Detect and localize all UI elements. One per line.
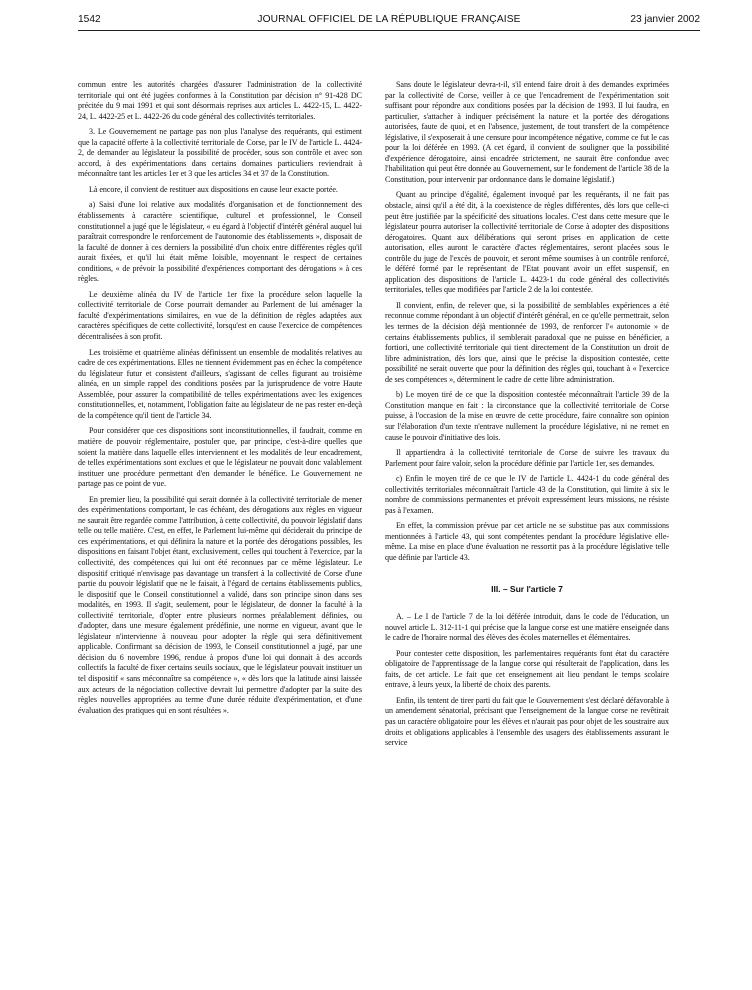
header-rule <box>78 30 700 31</box>
journal-title: JOURNAL OFFICIEL DE LA RÉPUBLIQUE FRANÇAISE <box>257 14 521 25</box>
paragraph: b) Le moyen tiré de ce que la disposition contestée méconnaîtrait l'article 39 de la Constitution manque en fait : la circonstance que la collectivité territoriale de Corse puisse, à l'occasion de la mise en œuvre de cette procédure, faire connaître son opinion sur l'élaboration d'un texte n'entrave nullement la procédure législative, ni ne remet en cause le pouvoir d'initiative des lois. <box>385 390 669 442</box>
page-number: 1542 <box>78 14 101 25</box>
paragraph: commun entre les autorités chargées d'assurer l'administration de la collectivité territoriale qui ont été jugées conformes à la Constitution par décision n° 91-428 DC précitée du 9 mai 1991 et qui sont désormais reprises aux articles L. 4422-15, L. 4422-24, L. 4422-25 et L. 4422-26 du code général des collectivités territoriales. <box>78 80 362 121</box>
page-header <box>78 14 700 30</box>
paragraph: Il convient, enfin, de relever que, si la possibilité de semblables expériences a été reconnue comme répondant à un objectif d'intérêt général, en ce qu'elle permettrait, selon les termes de la décision déjà mentionnée de 1993, de renforcer l'« autonomie » de certains établissements publics, il semblerait paradoxal que ne puisse en bénéficier, a fortiori, une collectivité territoriale qui tient directement de la Constitution un droit de libre administration, dès lors que, ainsi que le précise la disposition contestée, cette possibilité ne serait ouverte que pour la définition des règles qui, touchant à « l'exercice de ses compétences », déterminent le cadre de cette libre administration. <box>385 300 669 384</box>
paragraph: a) Saisi d'une loi relative aux modalités d'organisation et de fonctionnement des établissements à caractère scientifique, culturel et professionnel, le Conseil constitutionnel a jugé que le législateur, « eu égard à l'objectif d'intérêt général auquel lui paraîtrait correspondre le renforcement de l'autonomie des établissements », disposait de la faculté de donner à ces derniers la possibilité d'un choix entre différentes règles qu'il aurait fixées, et qu'il lui était même loisible, moyennant le respect de certaines conditions, « de prévoir la possibilité d'expériences comportant des dérogations » à ces règles. <box>78 200 362 284</box>
paragraph: Enfin, ils tentent de tirer parti du fait que le Gouvernement s'est déclaré défavorable à un amendement sénatorial, précisant que l'enseignement de la langue corse ne revêtirait pas un caractère obligatoire pour les élèves et n'aurait pas pour objet de les soustraire aux droits et obligations applicables à l'ensemble des usagers des établissements assurant le service <box>385 695 669 748</box>
paragraph: Sans doute le législateur devra-t-il, s'il entend faire droit à des demandes exprimées par la collectivité de Corse, veiller à ce que l'encadrement de l'expérimentation soit suffisant pour répondre aux conditions posées par la décision de 1993. Il lui faudra, en particulier, s'attacher à indiquer précisément la nature et la portée des dérogations autorisées, faute de quoi, et en l'absence, justement, de tout transfert de la compétence législative, il s'exposerait à une censure pour incompétence négative, comme ce fut le cas pour la loi déférée en 1993. (A cet égard, il convient de souligner que la possibilité d'expérience dérogatoire, ainsi encadrée strictement, ne saurait être confondue avec l'habilitation qui peut être donnée au Gouvernement, sur le fondement de l'article 38 de la Constitution, pour intervenir par ordonnance dans le domaine législatif.) <box>385 80 669 184</box>
publication-date: 23 janvier 2002 <box>630 14 700 25</box>
paragraph: En effet, la commission prévue par cet article ne se substitue pas aux commissions mentionnées à l'article 43, qui sont compétentes pendant la procédure législative elle-même. La mise en place d'une évaluation ne ressortit pas à la procédure législative telle que définie par l'article 43. <box>385 521 669 562</box>
paragraph: Là encore, il convient de restituer aux dispositions en cause leur exacte portée. <box>89 184 338 194</box>
right-column <box>385 80 669 980</box>
section-heading: III. – Sur l'article 7 <box>491 583 563 594</box>
paragraph: A. – Le I de l'article 7 de la loi déférée introduit, dans le code de l'éducation, un nouvel article L. 312-11-1 qui précise que la langue corse est une matière enseignée dans le cadre de l'horaire normal des élèves des écoles maternelles et élémentaires. <box>385 612 669 643</box>
paragraph: Pour contester cette disposition, les parlementaires requérants font état du caractère obligatoire de l'apprentissage de la langue corse qui résulterait de l'application, dans les faits, de cet article. Le fait que cet enseignement ait lieu pendant le temps scolaire entrave, à leurs yeux, la liberté de choix des parents. <box>385 648 669 690</box>
paragraph: Le deuxième alinéa du IV de l'article 1er fixe la procédure selon laquelle la collectivité territoriale de Corse pourrait demander au Parlement de lui aménager la faculté d'expérimentations similaires, en vue de la définition de règles adaptées aux caractères spécifiques de cette collectivité, lorsqu'est en cause l'exercice de compétences décentralisées à son profit. <box>78 289 362 342</box>
paragraph: Les troisième et quatrième alinéas définissent un ensemble de modalités relatives au cadre de ces expérimentations. Elles ne tiennent évidemment pas en échec la compétence du législateur futur et consistent d'ailleurs, s'agissant de celles figurant au troisième alinéa, en un simple rappel des conditions posées par la jurisprudence de votre Haute Assemblée, pour assurer la compatibilité de telles expérimentations avec les exigences constitutionnelles, et, notamment, l'obligation faite au législateur de ne pas rester en-deçà de la compétence qu'il tient de l'article 34. <box>78 347 362 420</box>
paragraph: Quant au principe d'égalité, également invoqué par les requérants, il ne fait pas obstacle, ainsi qu'il a été dit, à la coexistence de règles différentes, dès lors que celle-ci peut être justifiée par la spécificité des situations locales. C'est dans cette mesure que le législateur pourra autoriser la collectivité territoriale de Corse à adopter des dispositions dérogatoires. Quant aux délibérations qui seront prises en application de cette autorisation, elles auront le caractère d'actes réglementaires, seront placées sous le contrôle du juge de l'excès de pouvoir, et seront même soumises à un contrôle renforcé, le déféré formé par le représentant de l'Etat pouvant avoir un effet suspensif, en application des dispositions de l'article L. 4423-1 du code général des collectivités territoriales, telles que modifiées par l'article 2 de la loi contestée. <box>385 190 669 295</box>
paragraph: En premier lieu, la possibilité qui serait donnée à la collectivité territoriale de mener des expérimentations comportant, le cas échéant, des dérogations aux règles en vigueur ne saurait être regardée comme l'attribution, à cette collectivité, du pouvoir législatif dans telle ou telle matière. C'est, en effet, le Parlement lui-même qui déciderait du principe de ces expérimentations, et qui définira la nature et la portée des dérogations possibles, les dispositions en faisant l'objet étant, exclusivement, celles qui touchent à l'exercice, par la collectivité, des compétences qui lui ont été reconnues par ce même législateur. Le dispositif critiqué n'envisage pas davantage un transfert à la collectivité de Corse d'une partie du pouvoir législatif que ne le faisait, à l'égard de certains établissements publics, le dispositif que le Conseil constitutionnel a validé, dans son principe sinon dans ses modalités, en 1993. Il s'agit, seulement, pour le législateur, de donner la faculté à la collectivité territoriale, d'opter entre plusieurs normes préalablement définies, ou d'adopter, dans une mesure également prédéfinie, une norme en vigueur, avant que le législateur n'intervienne à nouveau pour adopter la règle qui sera définitivement applicable. Confirmant sa décision de 1993, le Conseil constitutionnel a jugé, par une décision du 6 novembre 1996, rendue à propos d'une loi qui donnait à des accords collectifs la faculté de fixer certains seuils sociaux, que le législateur pouvait instituer un tel dispositif « sans méconnaître sa compétence », « dès lors que la latitude ainsi laissée aux acteurs de la négociation collective devrait lui permettre d'adopter par la suite des règles nouvelles appropriées au terme d'une durée réduite d'expérimentation, et d'une évaluation des pratiques qui en sont résultées ». <box>78 494 362 715</box>
paragraph: 3. Le Gouvernement ne partage pas non plus l'analyse des requérants, qui estiment que la capacité offerte à la collectivité territoriale de Corse, par le IV de l'article L. 4424-2, de demander au législateur la possibilité de procéder, sous son contrôle et avec son accord, à des expérimentations dans certains domaines particuliers reviendrait à méconnaître tant les articles 1er et 3 que les articles 34 et 37 de la Constitution. <box>78 127 362 179</box>
paragraph: Il appartiendra à la collectivité territoriale de Corse de suivre les travaux du Parlement pour faire valoir, selon la procédure définie par l'article 1er, ses demandes. <box>385 448 669 468</box>
paragraph: Pour considérer que ces dispositions sont inconstitutionnelles, il faudrait, comme en matière de pouvoir réglementaire, postuler que, par principe, c'est-à-dire quelles que soient la matière dans laquelle elles interviennent et les modalités de leur encadrement, de telles expérimentations sont exclues et que le législateur ne pouvait donc valablement instituer une procédure permettant d'en demander le bénéfice. Le Gouvernement ne partage pas ce point de vue. <box>78 426 362 489</box>
left-column <box>78 80 362 980</box>
paragraph: c) Enfin le moyen tiré de ce que le IV de l'article L. 4424-1 du code général des collectivités territoriales méconnaîtrait l'article 43 de la Constitution, qui limite à six le nombre de commissions permanentes et prévoit expressément leurs missions, ne résiste pas à l'examen. <box>385 474 669 515</box>
